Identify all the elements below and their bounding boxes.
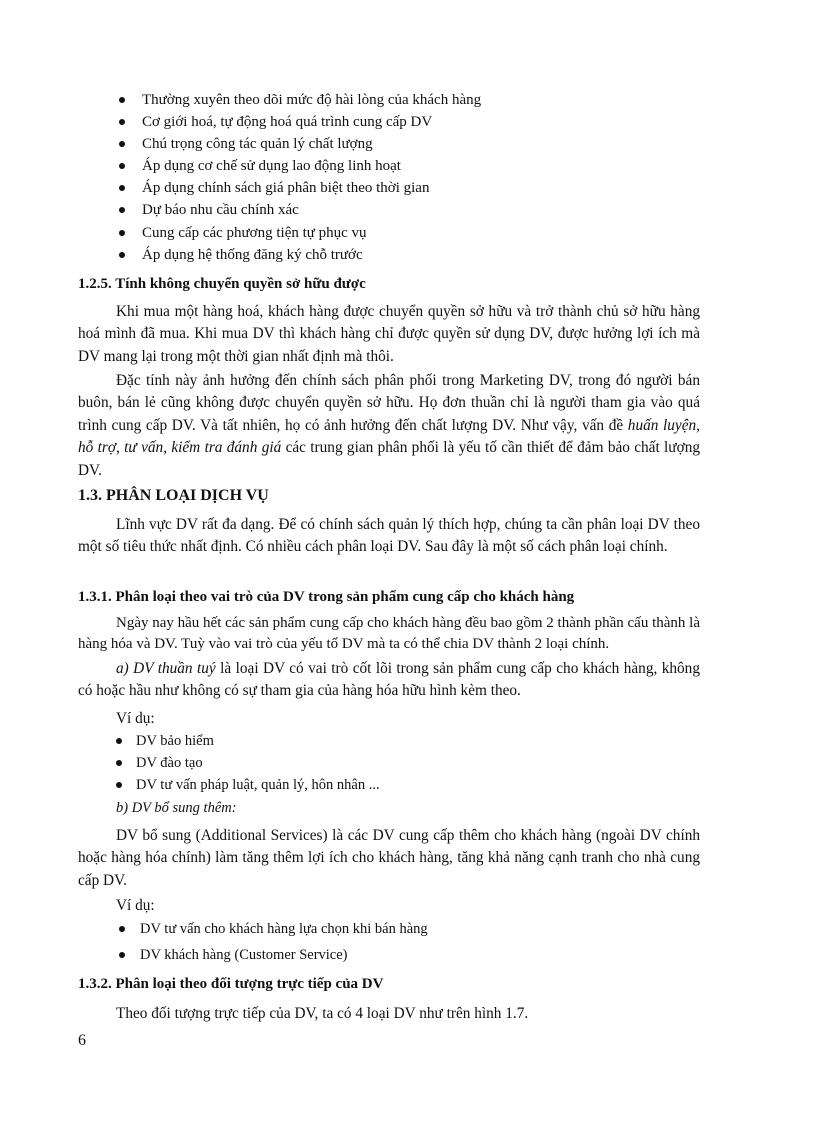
bullet-icon xyxy=(119,252,125,258)
bullet-icon xyxy=(116,738,122,744)
section-heading-1-3: 1.3. PHÂN LOẠI DỊCH VỤ xyxy=(78,487,269,504)
bullet-icon xyxy=(119,119,125,125)
paragraph: Theo đối tượng trực tiếp của DV, ta có 4 loại DV như trên hình 1.7. xyxy=(116,1005,529,1022)
subheading-b: b) DV bổ sung thêm: xyxy=(116,800,237,816)
section-heading-1-3-2: 1.3.2. Phân loại theo đối tượng trực tiếp của DV xyxy=(78,976,384,992)
bullet-icon xyxy=(119,926,125,932)
page-number: 6 xyxy=(78,1032,86,1049)
paragraph: Khi mua một hàng hoá, khách hàng được chuyển quyền sở hữu và trở thành chủ sở hữu hàng hoá mình đã mua. Khi mua DV thì khách hàng chỉ được quyền sử dụng DV, được hưởng lợi ích mà DV mang lại trong một thời gian nhất định mà thôi. xyxy=(78,303,700,365)
bullet-icon xyxy=(119,163,125,169)
bullet-icon xyxy=(119,230,125,236)
bullet-icon xyxy=(119,207,125,213)
paragraph: DV bổ sung (Additional Services) là các DV cung cấp thêm cho khách hàng (ngoài DV chính hoặc hàng hóa chính) làm tăng thêm lợi ích cho khách hàng, tăng khả năng cạnh tranh cho nhà cung cấp DV. xyxy=(78,827,700,889)
bullet-icon xyxy=(119,952,125,958)
paragraph: Đặc tính này ảnh hưởng đến chính sách phân phối trong Marketing DV, trong đó người bán buôn, bán lẻ cũng không được chuyển quyền sở hữu. Họ đơn thuần chỉ là người tham gia vào quá trình cung cấp DV. Và tất nhiên, họ có ảnh hưởng đến chất lượng DV. Như vậy, vấn đề huấn luyện, hỗ trợ, tư vấn, kiểm tra đánh giá các trung gian phân phối là yếu tố cần thiết để đảm bảo chất lượng DV. xyxy=(78,372,700,479)
paragraph: a) DV thuần tuý là loại DV có vai trò cốt lõi trong sản phẩm cung cấp cho khách hàng, không có hoặc hầu như không có sự tham gia của hàng hóa hữu hình kèm theo. xyxy=(78,660,700,700)
paragraph: Ngày nay hầu hết các sản phẩm cung cấp cho khách hàng đều bao gồm 2 thành phần cấu thành là hàng hóa và DV. Tuỳ vào vai trò của yếu tố DV mà ta có thể chia DV thành 2 loại chính. xyxy=(78,615,700,652)
bullet-icon xyxy=(119,185,125,191)
section-heading-1-3-1: 1.3.1. Phân loại theo vai trò của DV trong sản phẩm cung cấp cho khách hàng xyxy=(78,589,575,605)
bullet-icon xyxy=(116,782,122,788)
example-label: Ví dụ: xyxy=(116,897,155,914)
paragraph: Lĩnh vực DV rất đa dạng. Để có chính sách quản lý thích hợp, chúng ta cần phân loại DV theo một số tiêu thức nhất định. Có nhiều cách phân loại DV. Sau đây là một số cách phân loại chính. xyxy=(78,516,700,556)
bullet-icon xyxy=(116,760,122,766)
example-label: Ví dụ: xyxy=(116,710,155,727)
section-heading-1-2-5: 1.2.5. Tính không chuyển quyền sở hữu được xyxy=(78,276,366,292)
bullet-icon xyxy=(119,97,125,103)
bullet-icon xyxy=(119,141,125,147)
